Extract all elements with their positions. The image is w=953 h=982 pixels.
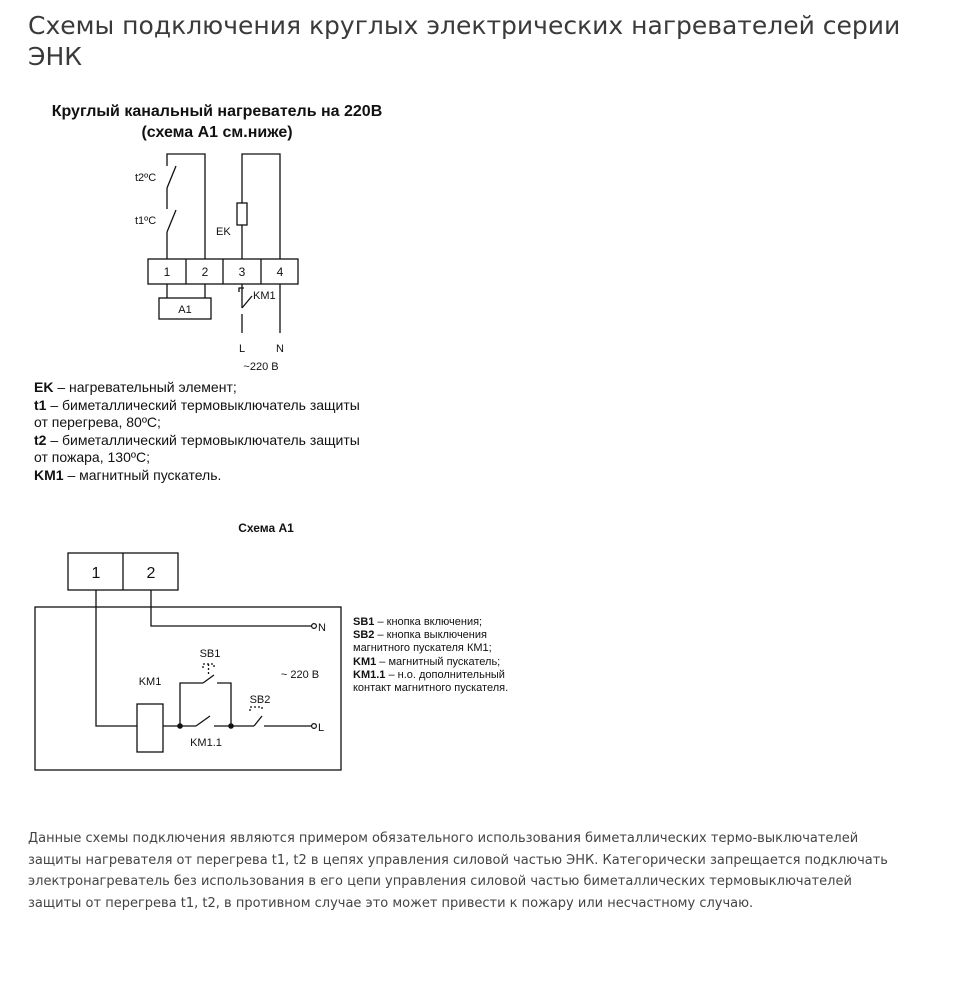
diagram1-subtitle: (схема А1 см.ниже) [141,124,293,141]
a1-label: A1 [178,304,192,316]
diagram2-title: Схема А1 [238,521,294,535]
legend1-line: от пожара, 130ºC; [34,449,150,465]
legend1 [34,379,360,483]
page-title: Схемы подключения круглых электрических нагревателей серии ЭНК [28,11,901,71]
diagram1-title: Круглый канальный нагреватель на 220В [51,103,383,120]
km1-coil-label: KM1 [138,676,162,688]
legend1-line: от перегрева, 80ºC; [34,414,161,430]
legend1-line: t2 – биметаллический термовыключатель защиты [34,432,360,448]
legend2-line: SB1 – кнопка включения; [353,616,483,628]
t2-label: t2ºC [135,172,157,184]
t1-label: t1ºC [135,215,157,227]
description-paragraph: Данные схемы подключения являются примером обязательного использования биметаллических термо-выключателей защиты нагревателя от перегрева t1, t2 в цепях управления силовой частью ЭНК. Категорически запрещается подключать электронагреватель без использования в его цепи управления силовой частью биметаллических термовыключателей защиты от перегрева t1, t2, в противном случае это может привести к пожару или несчастному случаю. [28,831,888,911]
ek-label: EK [216,226,231,238]
legend2 [353,616,508,694]
km1-label: KM1 [253,290,276,302]
voltage-label: ~220 В [243,361,279,373]
sb2-label: SB2 [249,694,271,706]
diagram2-wiring [35,553,341,770]
a1-terminal-1-label: 1 [91,565,101,582]
legend1-line: t1 – биметаллический термовыключатель защиты [34,397,360,413]
n-label: N [276,343,284,355]
a1-terminal-2-label: 2 [146,565,156,582]
terminal-3-label: 3 [238,265,246,279]
a1-l-label: L [318,722,325,734]
diagram1-wiring [148,154,298,333]
a1-voltage-label: ~ 220 В [280,669,320,681]
terminal-4-label: 4 [276,265,284,279]
legend2-line: KM1.1 – н.о. дополнительный [353,669,505,681]
legend2-line: SB2 – кнопка выключения [353,629,487,641]
a1-n-label: N [318,622,326,634]
legend2-line: контакт магнитного пускателя. [353,682,509,694]
terminal-2-label: 2 [201,265,209,279]
km11-label: KM1.1 [190,737,222,749]
terminal-1-label: 1 [163,265,171,279]
legend2-line: магнитного пускателя КМ1; [353,642,492,654]
l-label: L [238,343,246,355]
legend2-line: KM1 – магнитный пускатель; [353,656,501,668]
sb1-label: SB1 [199,648,221,660]
legend1-line: EK – нагревательный элемент; [34,379,237,395]
legend1-line: KM1 – магнитный пускатель. [34,467,222,483]
